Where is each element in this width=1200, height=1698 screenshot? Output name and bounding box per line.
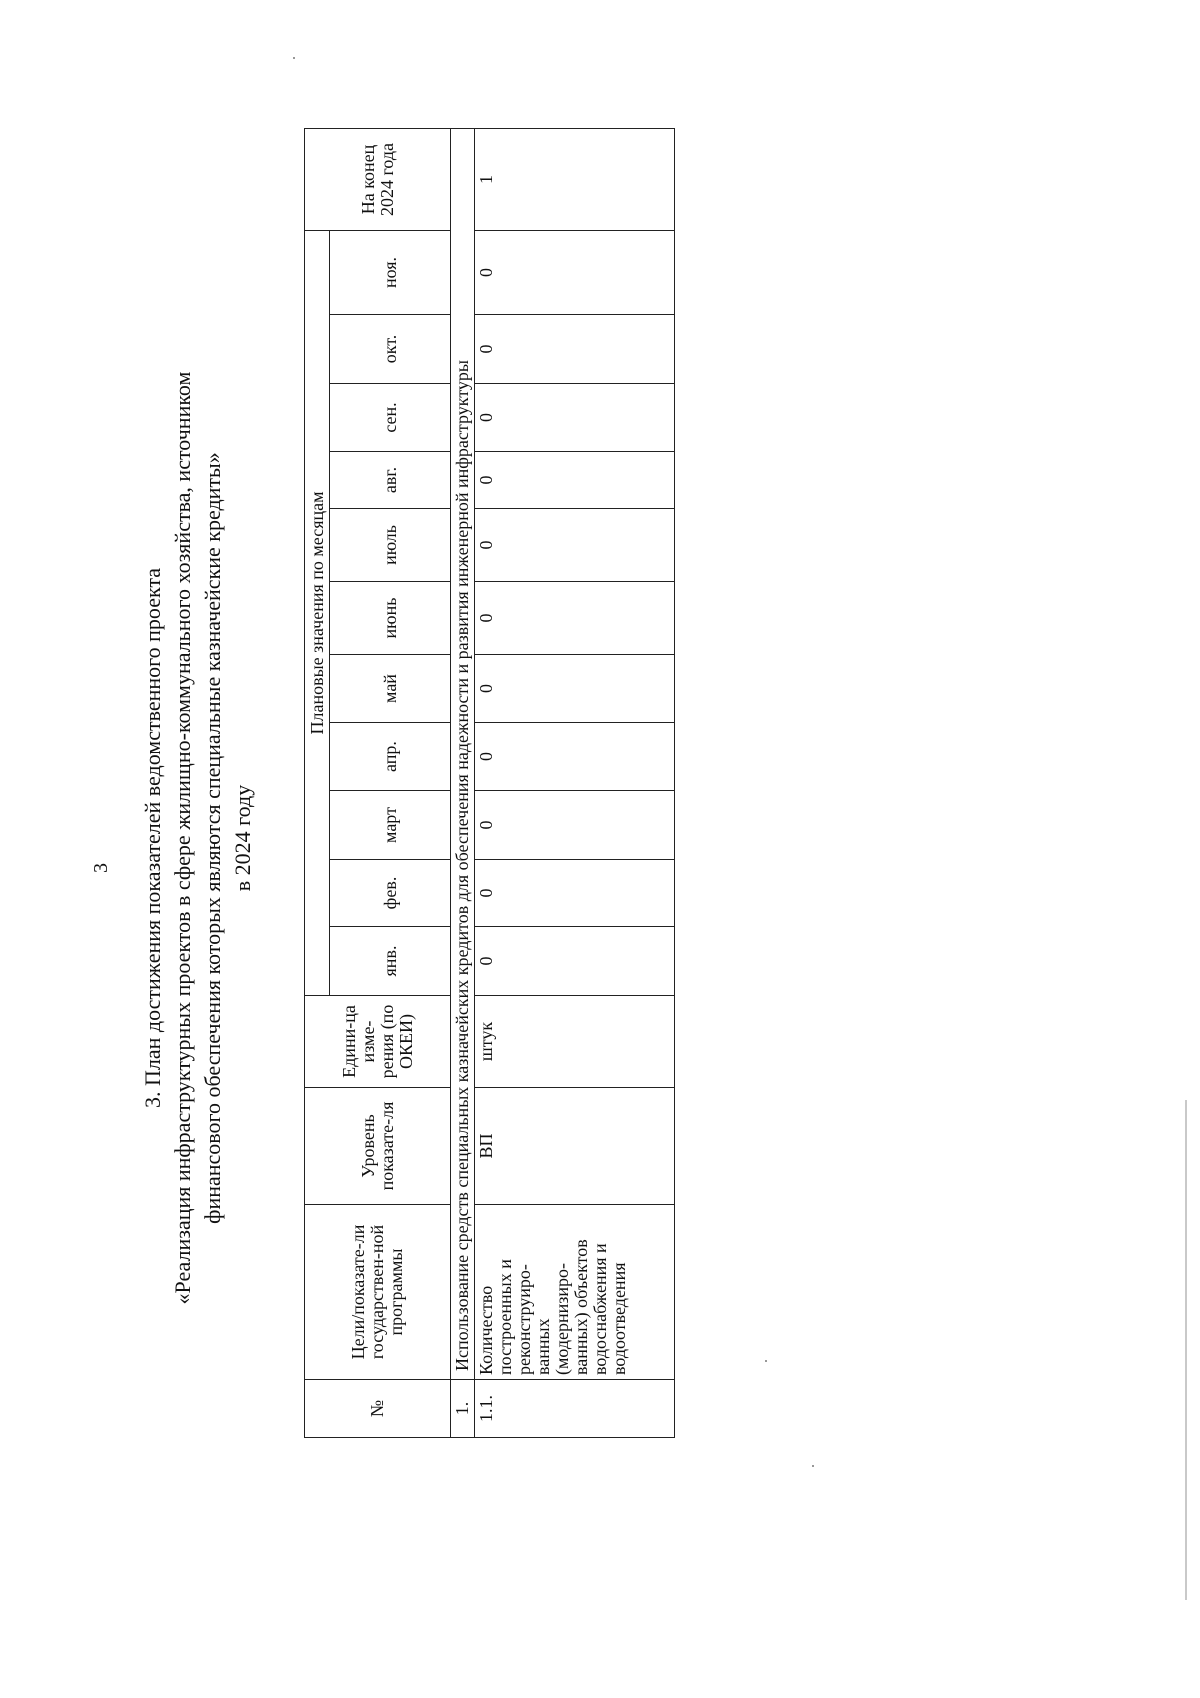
header-level: Уровень показате-ля	[305, 1088, 451, 1205]
header-year-end: На конец 2024 года	[305, 129, 451, 231]
row-month-value: 0	[475, 791, 675, 860]
row-num: 1.1.	[475, 1380, 675, 1438]
row-month-value: 0	[475, 452, 675, 509]
header-month: апр.	[330, 723, 451, 791]
row-month-value: 0	[475, 509, 675, 582]
header-plan-by-months: Плановые значения по месяцам	[305, 231, 330, 996]
page-number: 3	[90, 863, 112, 873]
title-line-1: 3. План достижения показателей ведомственного проекта	[140, 567, 165, 1109]
header-goal: Цели/показате-ли государствен-ной программы	[305, 1205, 451, 1380]
row-goal: Количество построенных и реконструиро-ванных (модернизиро-ванных) объектов водоснабжения и водоотведения	[475, 1205, 675, 1380]
row-month-value: 0	[475, 723, 675, 791]
row-month-value: 0	[475, 655, 675, 723]
header-month: май	[330, 655, 451, 723]
indicators-plan-table	[304, 128, 675, 1438]
row-month-value: 0	[475, 315, 675, 384]
title-line-2: «Реализация инфраструктурных проектов в сфере жилищно-коммунального хозяйства, источником	[170, 371, 195, 1305]
title-line-4: в 2024 году	[230, 784, 255, 892]
row-unit: штук	[475, 996, 675, 1088]
row-month-value: 0	[475, 860, 675, 927]
header-month: июль	[330, 509, 451, 582]
header-month: март	[330, 791, 451, 860]
header-month: июнь	[330, 582, 451, 655]
section-num: 1.	[451, 1380, 475, 1438]
header-num: №	[305, 1380, 451, 1438]
row-month-value: 0	[475, 231, 675, 315]
header-month: сен.	[330, 384, 451, 452]
row-month-value: 0	[475, 582, 675, 655]
header-month: фев.	[330, 860, 451, 927]
section-title: Использование средств специальных казначейских кредитов для обеспечения надежности и развития инженерной инфраструктуры	[451, 129, 475, 1380]
header-month: ноя.	[330, 231, 451, 315]
row-year-end-value: 1	[475, 129, 675, 231]
header-month: янв.	[330, 927, 451, 996]
row-month-value: 0	[475, 927, 675, 996]
header-month: авг.	[330, 452, 451, 509]
header-month: окт.	[330, 315, 451, 384]
document-title	[138, 238, 258, 1438]
title-line-3: финансового обеспечения которых являются специальные казначейские кредиты»	[200, 452, 225, 1224]
row-month-value: 0	[475, 384, 675, 452]
header-unit: Едини-ца изме-рения (по ОКЕИ)	[305, 996, 451, 1088]
row-level: ВП	[475, 1088, 675, 1205]
